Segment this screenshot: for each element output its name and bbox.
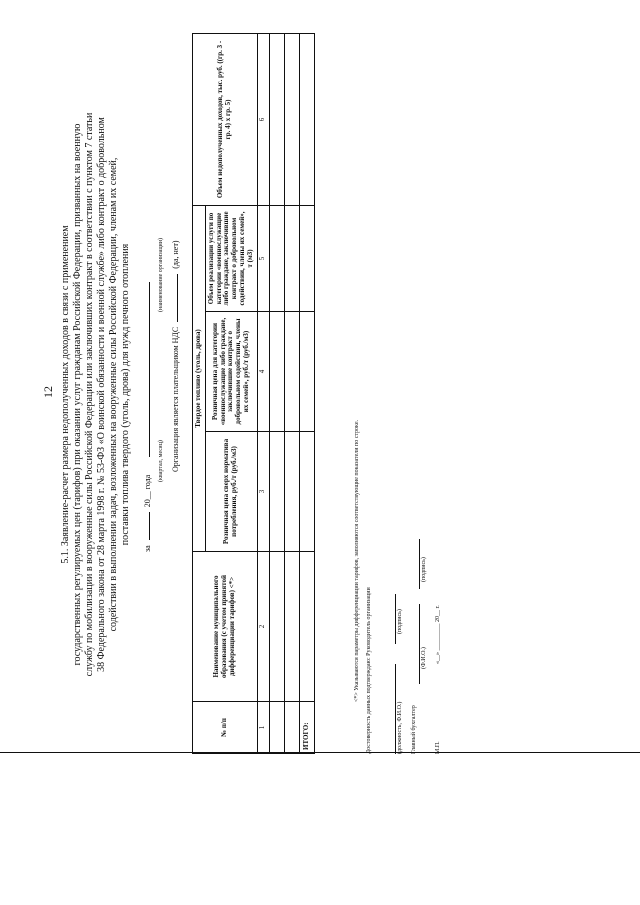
vat-text: Организация является плательщиком НДС [171,326,180,472]
rotated-form [32,22,442,762]
head-signature-row [378,54,402,754]
period-prefix: за [143,545,152,552]
table-cell[interactable] [284,205,299,311]
table-cell[interactable] [284,432,299,552]
table-cell[interactable] [284,702,299,754]
period-caption: (квартал, месяц) [158,440,164,482]
table-cell[interactable] [269,33,284,205]
table-row [284,33,299,753]
table-header-row [193,33,206,753]
page-divider [0,752,640,753]
header-group-solid-fuel: Твердое топливо (уголь, дрова) [193,205,206,551]
total-cell[interactable] [299,432,314,552]
lost-income-table [192,33,315,754]
column-number: 6 [257,33,269,205]
column-number: 5 [257,205,269,311]
accountant-fio-line[interactable] [419,604,420,684]
form-title [60,42,132,747]
column-number: 4 [257,312,269,432]
accountant-signature-row [402,54,426,754]
total-cell[interactable] [299,33,314,205]
header-lost-income: Объем недополученных доходов, тыс. руб. ((гр. 3 - гр. 4) x гр. 5) [193,33,258,205]
table-cell[interactable] [269,205,284,311]
chief-accountant-label: Главный бухгалтер [411,705,418,754]
table-cell[interactable] [284,552,299,702]
column-number-row [257,33,269,753]
table-cell[interactable] [284,312,299,432]
stamp-date-row [426,54,450,754]
column-number: 2 [257,552,269,702]
table-total-row [299,33,314,753]
organization-blank [149,282,150,457]
total-cell[interactable] [299,205,314,311]
head-signature-line[interactable] [395,594,396,644]
organization-caption: (наименование организации) [158,238,164,312]
accountant-signature-line[interactable] [419,539,420,589]
title-line: поставки топлива твердого (уголь, дрова) для нужд печного отопления [120,243,131,546]
table-cell[interactable] [269,432,284,552]
table-cell[interactable] [269,552,284,702]
position-line[interactable] [395,664,396,754]
total-cell[interactable] [299,312,314,432]
table-cell[interactable] [269,702,284,754]
header-volume: Объем реализации услуги по категории «военнослужащие либо граждане, заключившие контракт о добровольном содействии, члены их семей», т (м3) [205,205,257,311]
header-number: № п/п [193,702,258,754]
page-number: 12 [41,386,55,398]
header-retail-price: Розничная цена для категории «военнослужащие либо граждане, заключившие контракт о добровольном содействии, члены их семей», руб./т (руб./м3) [205,312,257,432]
signature-block [378,54,450,754]
vat-blank [177,274,178,322]
title-line: 5.1. Заявление-расчет размера недополученных доходов в связи с применением [60,225,71,564]
period-line [144,152,153,552]
vat-caption: (да, нет) [171,240,180,269]
total-cell[interactable] [299,552,314,702]
title-line: государственных регулируемых цен (тарифов) при оказании услуг гражданам Российской Федерации, призванных на военную [72,123,83,666]
position-caption: (должность, Ф.И.О.) [397,701,404,754]
title-line: 38 Федерального закона от 28 марта 1998 г. № 53-ФЗ «О воинской обязанности и военной службе» либо контракт о добровольном [96,117,107,672]
table-row [269,33,284,753]
title-line: службу по мобилизации в вооруженные силы Российской Федерации или заключивших контракт в соответствии с пунктом 7 статьи [84,112,95,677]
total-label: ИТОГО: [299,702,314,754]
signature-date: «__» _________ 20__ г. [435,605,442,664]
table-cell[interactable] [269,312,284,432]
stamp-label: М.П. [435,741,442,754]
column-number: 1 [257,702,269,754]
accountant-fio-caption: (Ф.И.О.) [421,647,428,669]
header-municipal: Наименование муниципального образования (с учетом принятой дифференциации тарифов) <*> [193,552,258,702]
table-cell[interactable] [284,33,299,205]
column-number: 3 [257,432,269,552]
vat-line [172,92,181,472]
period-blank [149,512,150,540]
footnote: <*> Указываются параметры дифференциации тарифов, заполняются соответствующие показатели по строке. [354,420,360,702]
head-signature-caption: (подпись) [397,609,404,634]
header-price: Розничная цена сверх норматива потребления, руб./т (руб./м3) [205,432,257,552]
period-year: 20__ года [143,474,152,508]
accountant-signature-caption: (подпись) [421,557,428,582]
confirm-text: Достоверность данных подтверждаю: Руководитель организации [366,587,372,754]
title-line: содействии в выполнении задач, возложенных на вооруженные силы Российской Федерации, членам их семей, [108,157,119,632]
